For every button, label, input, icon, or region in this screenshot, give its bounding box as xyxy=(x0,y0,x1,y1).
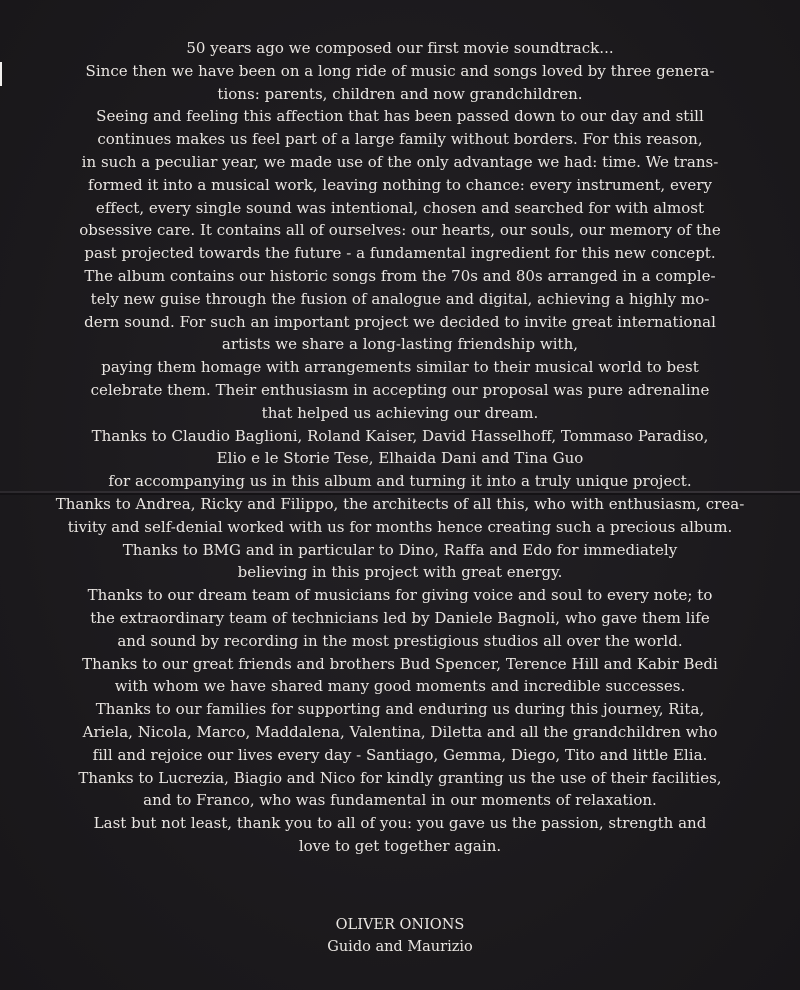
text-line: Last but not least, thank you to all of you: you gave us the passion, strength and xyxy=(93,814,707,833)
text-line: effect, every single sound was intentional, chosen and searched for with almost xyxy=(95,198,705,217)
text-line: formed it into a musical work, leaving nothing to chance: every instrument, every xyxy=(88,175,712,194)
page-edge-mark xyxy=(0,62,2,86)
text-line: 50 years ago we composed our first movie soundtrack... xyxy=(186,39,614,57)
text-line: dern sound. For such an important project we decided to invite great international xyxy=(84,312,716,331)
band-name: OLIVER ONIONS xyxy=(335,917,465,933)
text-line: Since then we have been on a long ride of music and songs loved by three genera- xyxy=(85,61,715,80)
text-line: Thanks to BMG and in particular to Dino, Raffa and Edo for immediately xyxy=(122,540,678,559)
text-line: obsessive care. It contains all of ourselves: our hearts, our souls, our memory of the xyxy=(79,221,721,240)
text-line: Thanks to our great friends and brothers Bud Spencer, Terence Hill and Kabir Bedi xyxy=(82,654,718,673)
band-members: Guido and Maurizio xyxy=(327,939,473,955)
text-line: artists we share a long-lasting friendship with, xyxy=(221,335,579,354)
text-line: Ariela, Nicola, Marco, Maddalena, Valentina, Diletta and all the grandchildren who xyxy=(82,722,718,741)
text-line: tely new guise through the fusion of analogue and digital, achieving a highly mo- xyxy=(90,289,710,308)
text-line: and sound by recording in the most prestigious studios all over the world. xyxy=(117,631,683,650)
text-line: fill and rejoice our lives every day - Santiago, Gemma, Diego, Tito and little Elia. xyxy=(92,745,708,764)
text-line: love to get together again. xyxy=(298,836,502,855)
text-line: believing in this project with great energy. xyxy=(237,563,563,582)
text-line: Seeing and feeling this affection that has been passed down to our day and still xyxy=(96,107,704,126)
text-line: Thanks to our dream team of musicians for giving voice and soul to every note; to xyxy=(87,586,713,605)
text-line: Thanks to Claudio Baglioni, Roland Kaiser, David Hasselhoff, Tommaso Paradiso, xyxy=(91,426,709,445)
text-line: tivity and self-denial worked with us for months hence creating such a precious album. xyxy=(67,517,733,536)
text-line: past projected towards the future - a fundamental ingredient for this new concept. xyxy=(84,244,716,263)
text-line: with whom we have shared many good moments and incredible successes. xyxy=(114,677,686,696)
text-line: and to Franco, who was fundamental in our moments of relaxation. xyxy=(143,791,657,810)
text-line: paying them homage with arrangements similar to their musical world to best xyxy=(101,358,699,377)
text-line: continues makes us feel part of a large family without borders. For this reason, xyxy=(97,130,703,149)
text-line: The album contains our historic songs from the 70s and 80s arranged in a comple- xyxy=(84,266,716,285)
text-line: celebrate them. Their enthusiasm in accepting our proposal was pure adrenaline xyxy=(90,380,710,399)
text-line: that helped us achieving our dream. xyxy=(261,403,539,422)
text-line: the extraordinary team of technicians led by Daniele Bagnoli, who gave them life xyxy=(90,608,710,627)
text-line: Thanks to Andrea, Ricky and Filippo, the architects of all this, who with enthusiasm, crea- xyxy=(55,494,745,513)
text-line: tions: parents, children and now grandchildren. xyxy=(217,84,583,103)
text-line: in such a peculiar year, we made use of the only advantage we had: time. We trans- xyxy=(81,152,719,171)
text-line: Thanks to our families for supporting and enduring us during this journey, Rita, xyxy=(95,700,705,719)
text-line: Thanks to Lucrezia, Biagio and Nico for kindly granting us the use of their facilities, xyxy=(78,768,722,787)
text-line: Elio e le Storie Tese, Elhaida Dani and Tina Guo xyxy=(216,449,584,468)
text-line: for accompanying us in this album and turning it into a truly unique project. xyxy=(108,472,692,491)
liner-notes-text xyxy=(30,37,770,858)
signature-block xyxy=(30,914,770,958)
